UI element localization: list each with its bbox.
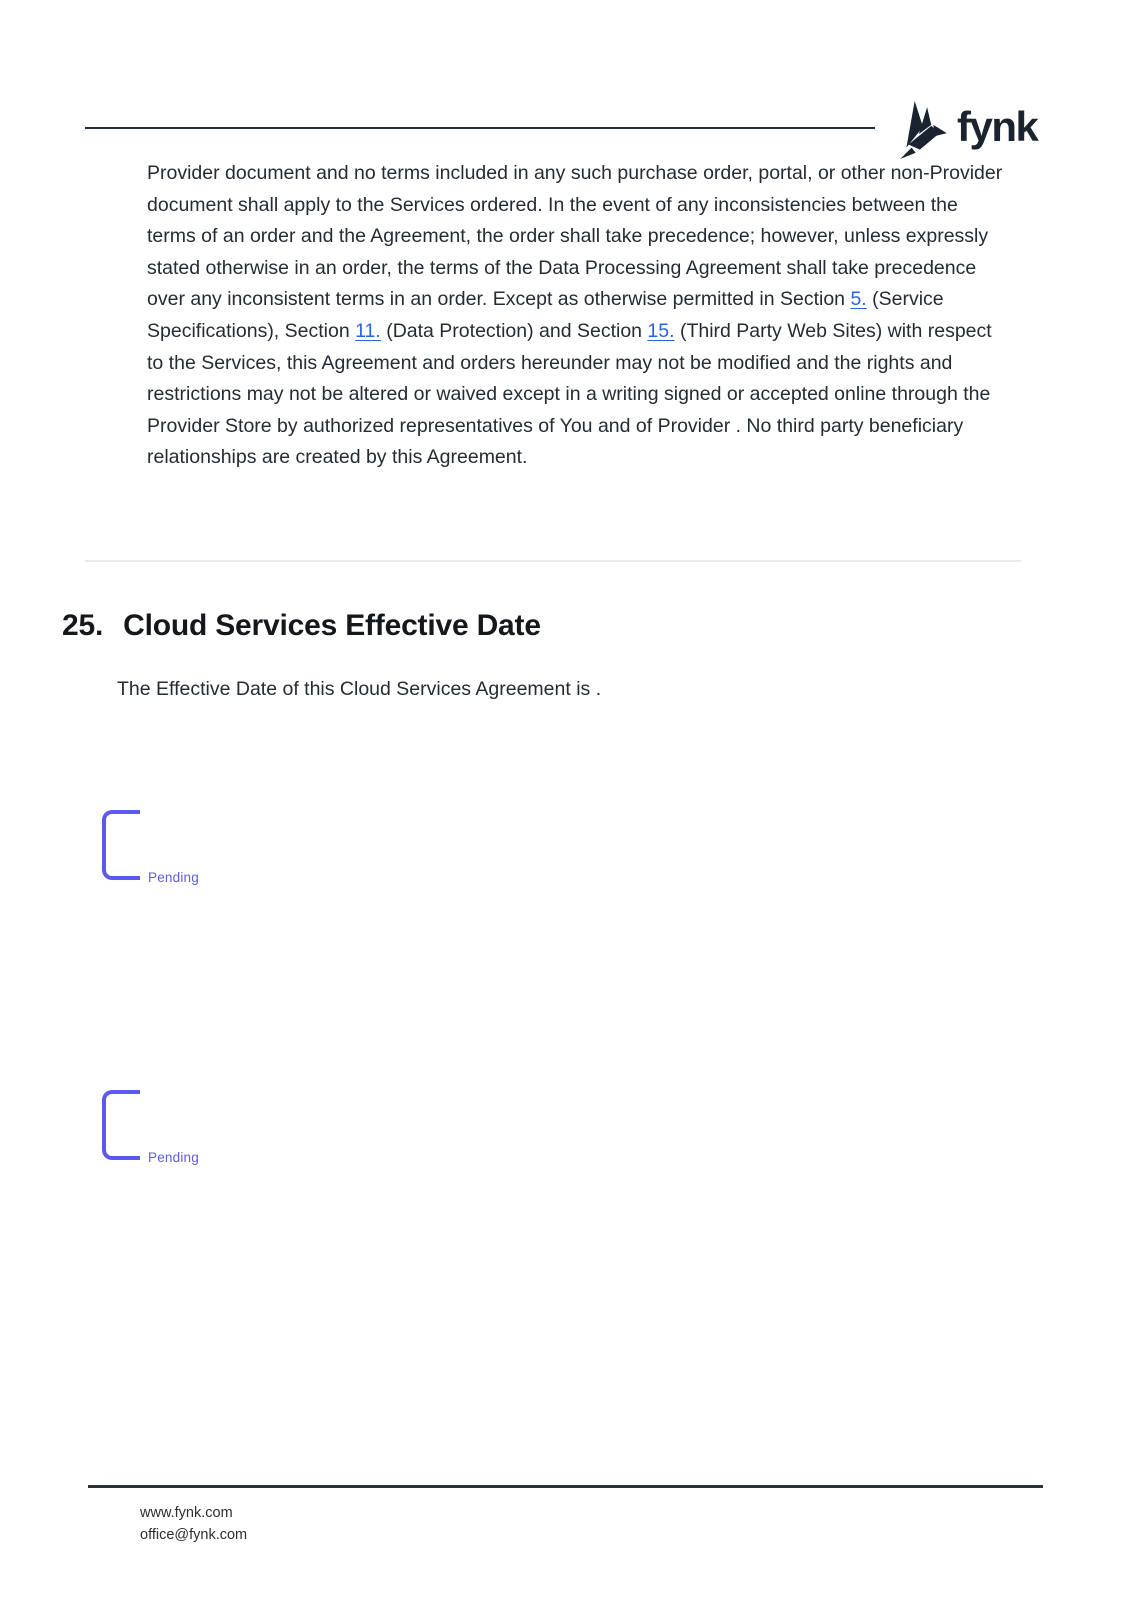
- clause-text-4: (Third Party Web Sites) with respect to the Services, this Agreement and orders hereunder may not be modified and the rights and restrictions may not be altered or waived except in a writing signed or accepted online through the Provider Store by authorized representatives of You and of Provider . No third party beneficiary relationships are created by this Agreement.: [147, 319, 992, 469]
- section-11-link[interactable]: 11.: [355, 319, 381, 342]
- section-body-text: The Effective Date of this Cloud Services Agreement is .: [117, 678, 602, 700]
- signature-status-badge: Pending: [148, 1150, 199, 1165]
- clause-text-3: (Data Protection) and Section: [380, 319, 648, 342]
- fynk-logo: [898, 101, 1037, 159]
- fynk-wordmark: fynk: [957, 103, 1038, 150]
- clause-text-1: Provider document and no terms included in any such purchase order, portal, or other non-Provider document shall apply to the Services ordered. In the event of any inconsistencies between the terms of an order and the Agreement, the order shall take precedence; however, unless expressly stated otherwise in an order, the terms of the Data Processing Agreement shall take precedence over any inconsistent terms in an order. Except as otherwise permitted in Section: [147, 162, 1003, 311]
- signature-field-2[interactable]: [102, 1090, 362, 1174]
- footer-rule: [88, 1485, 1043, 1488]
- section-15-link[interactable]: 15.: [647, 319, 675, 342]
- footer-website: www.fynk.com: [140, 1505, 233, 1521]
- section-divider: [85, 560, 1021, 562]
- section-5-link[interactable]: 5.: [850, 288, 867, 311]
- clause-paragraph: [147, 158, 1003, 474]
- clause-text-2: (Service Specifications), Section: [147, 288, 944, 342]
- footer-contact: [140, 1503, 247, 1546]
- signature-status-badge: Pending: [148, 870, 199, 885]
- section-title: Cloud Services Effective Date: [123, 609, 541, 642]
- section-heading: [62, 609, 541, 643]
- paper-crane-icon: [898, 101, 950, 159]
- signature-bracket-icon: [102, 1090, 140, 1160]
- footer-email: office@fynk.com: [140, 1526, 248, 1543]
- header-rule: [85, 127, 875, 129]
- signature-bracket-icon: [102, 810, 140, 880]
- signature-field-1[interactable]: [102, 810, 362, 894]
- section-number: 25.: [62, 609, 104, 642]
